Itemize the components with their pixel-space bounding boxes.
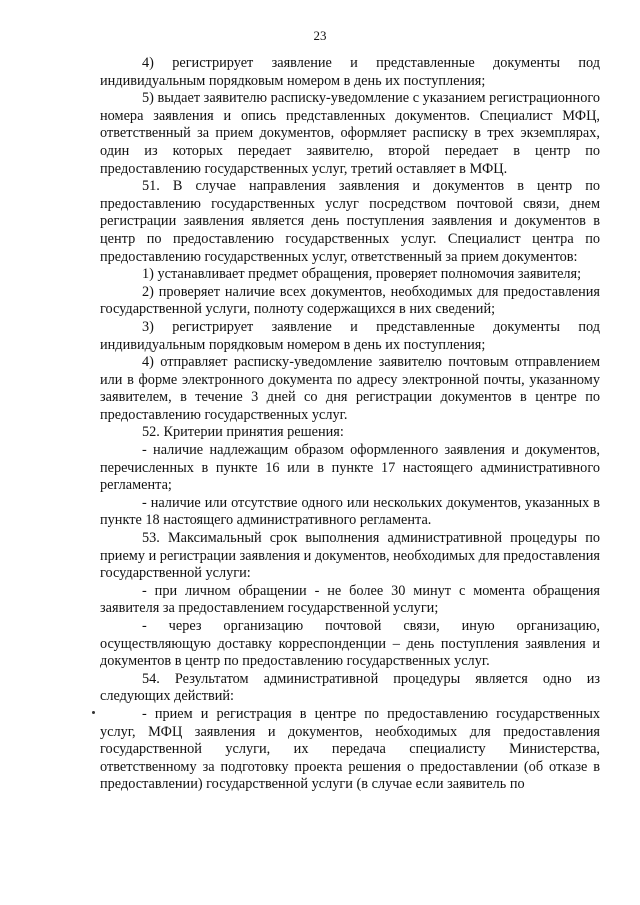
paragraph: 4) регистрирует заявление и представленные документы под индивидуальным порядковым номером в день их поступления;	[100, 55, 600, 89]
document-body	[100, 55, 600, 794]
paragraph: 2) проверяет наличие всех документов, необходимых для предоставления государственной услуги, полноту содержащихся в них сведений;	[100, 283, 600, 318]
paragraph: 52. Критерии принятия решения:	[142, 424, 344, 441]
paragraph: 53. Максимальный срок выполнения административной процедуры по приему и регистрации заявления и документов, необходимых для предоставления государственной услуги:	[100, 530, 600, 582]
paragraph: 4) отправляет расписку-уведомление заявителю почтовым отправлением или в форме электронного документа по адресу электронной почты, указанному заявителем, в течение 3 дней со дня регистрации документов в центре по предоставлению государственных услуг.	[100, 354, 600, 423]
paragraph: 3) регистрирует заявление и представленные документы под индивидуальным порядковым номером в день их поступления;	[100, 318, 600, 353]
paragraph: - наличие надлежащим образом оформленного заявления и документов, перечисленных в пункте 16 или в пункте 17 настоящего административного регламента;	[100, 442, 600, 494]
page-number: 23	[313, 28, 327, 43]
paragraph: 54. Результатом административной процедуры является одно из следующих действий:	[100, 670, 600, 705]
paragraph: - через организацию почтовой связи, иную организацию, осуществляющую доставку корреспонденции – день поступления заявления и документов в центр по предоставлению государственных услуг.	[100, 618, 600, 670]
paragraph: - наличие или отсутствие одного или нескольких документов, указанных в пункте 18 настоящего административного регламента.	[100, 494, 600, 529]
paragraph: 5) выдает заявителю расписку-уведомление с указанием регистрационного номера заявления и опись представленных документов. Специалист МФЦ, ответственный за прием документов, оформляет расписку в трех экземплярах, один из которых передает заявителю, второй передает в центр по предоставлению государственных услуг, третий оставляет в МФЦ.	[100, 90, 600, 177]
paragraph: 51. В случае направления заявления и документов в центр по предоставлению государственных услуг посредством почтовой связи, днем регистрации заявления является день поступления заявления и документов в центр по предоставлению государственных услуг. Специалист центра по предоставлению государственных услуг, ответственный за прием документов:	[100, 178, 600, 265]
scan-artifact-dot	[92, 711, 95, 714]
paragraph: - при личном обращении - не более 30 минут с момента обращения заявителя за предоставлением государственной услуги;	[100, 582, 600, 617]
paragraph: - прием и регистрация в центре по предоставлению государственных услуг, МФЦ заявления и документов, необходимых для предоставления государственной услуги, их передача специалисту Министерства, ответственному за подготовку проекта решения о предоставлении (об отказе в предоставлении) государственной услуги (в случае если заявитель по	[100, 705, 600, 793]
paragraph: 1) устанавливает предмет обращения, проверяет полномочия заявителя;	[142, 266, 582, 283]
